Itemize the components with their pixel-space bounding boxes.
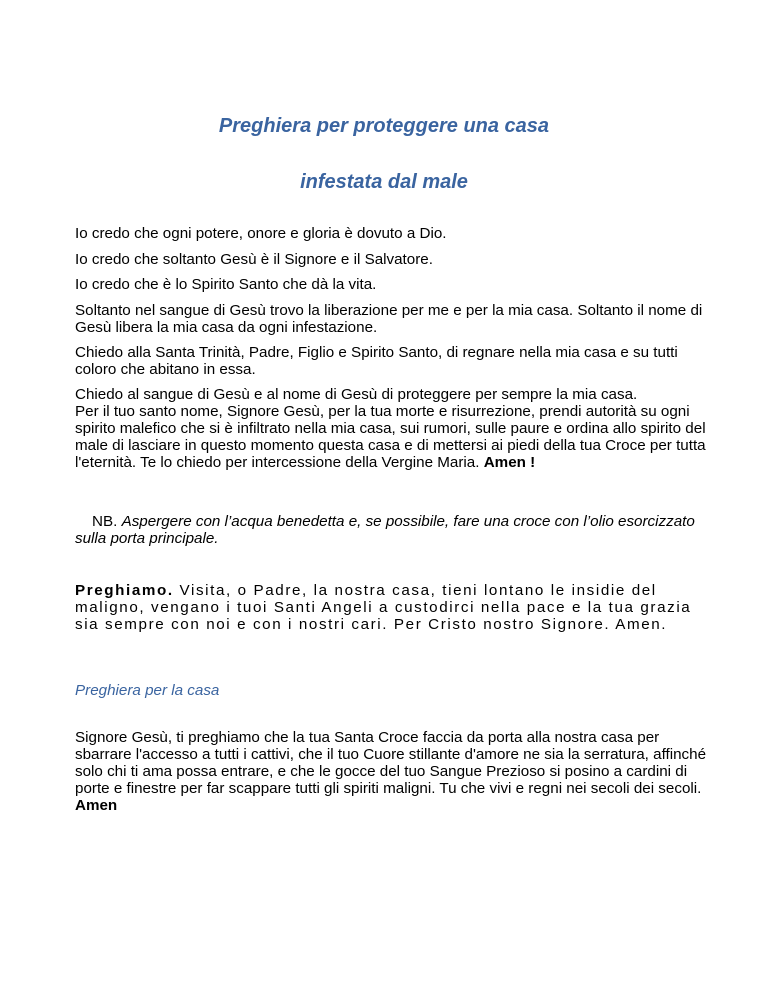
title-line-2: infestata dal male xyxy=(300,171,468,193)
paragraph-7 xyxy=(75,403,715,471)
paragraph-6-7 xyxy=(75,386,715,471)
paragraph-2: Io credo che soltanto Gesù è il Signore e il Salvatore. xyxy=(75,251,433,268)
paragraph-4: Soltanto nel sangue di Gesù trovo la liberazione per me e per la mia casa. Soltanto il nome di Gesù libera la mia casa da ogni infestazione. xyxy=(75,302,703,336)
casa-paragraph xyxy=(75,729,715,814)
paragraph-5: Chiedo alla Santa Trinità, Padre, Figlio e Spirito Santo, di regnare nella mia casa e su tutti coloro che abitano in essa. xyxy=(75,344,678,378)
paragraph-3: Io credo che è lo Spirito Santo che dà la vita. xyxy=(75,276,377,293)
note-text: Aspergere con l’acqua benedetta e, se possibile, fare una croce con l’olio esorcizzato sulla porta principale. xyxy=(75,513,695,547)
casa-amen: Amen xyxy=(75,797,118,814)
amen-label: Amen ! xyxy=(483,454,536,471)
paragraph-1: Io credo che ogni potere, onore e gloria è dovuto a Dio. xyxy=(75,225,447,242)
note-label: NB. xyxy=(92,513,118,530)
preghiamo-text: Visita, o Padre, la nostra casa, tieni lontano le insidie del maligno, vengano i tuoi Santi Angeli a custodirci nella pace e la tua grazia sia sempre con noi e con i nostri cari. Per Cristo nostro Signore. Amen. xyxy=(75,582,692,633)
note-paragraph xyxy=(75,513,715,547)
paragraph-7-text: Per il tuo santo nome, Signore Gesù, per la tua morte e risurrezione, prendi autorità su ogni spirito malefico che si è infiltrato nella mia casa, sui rumori, sulle paure e ordina allo spirito del male di lasciare in questo momento questa casa e di mettersi ai piedi della tua Croce per tutta l'eternità. Te lo chiedo per intercessione della Vergine Maria. xyxy=(75,403,706,471)
casa-text: Signore Gesù, ti preghiamo che la tua Santa Croce faccia da porta alla nostra casa per sbarrare l'accesso a tutti i cattivi, che il tuo Cuore stillante d'amore ne sia la serratura, affinché solo chi ti ama possa entrare, e che le gocce del tuo Sangue Prezioso si posino a cardini di porte e finestre per far scappare tutti gli spiriti maligni. Tu che vivi e regni nei secoli dei secoli. xyxy=(75,729,707,797)
title-line-1: Preghiera per proteggere una casa xyxy=(218,115,550,137)
casa-heading: Preghiera per la casa xyxy=(75,682,220,699)
preghiamo-lead: Preghiamo. xyxy=(75,582,174,599)
paragraph-6: Chiedo al sangue di Gesù e al nome di Gesù di proteggere per sempre la mia casa. xyxy=(75,386,638,403)
preghiamo-paragraph xyxy=(75,582,715,633)
